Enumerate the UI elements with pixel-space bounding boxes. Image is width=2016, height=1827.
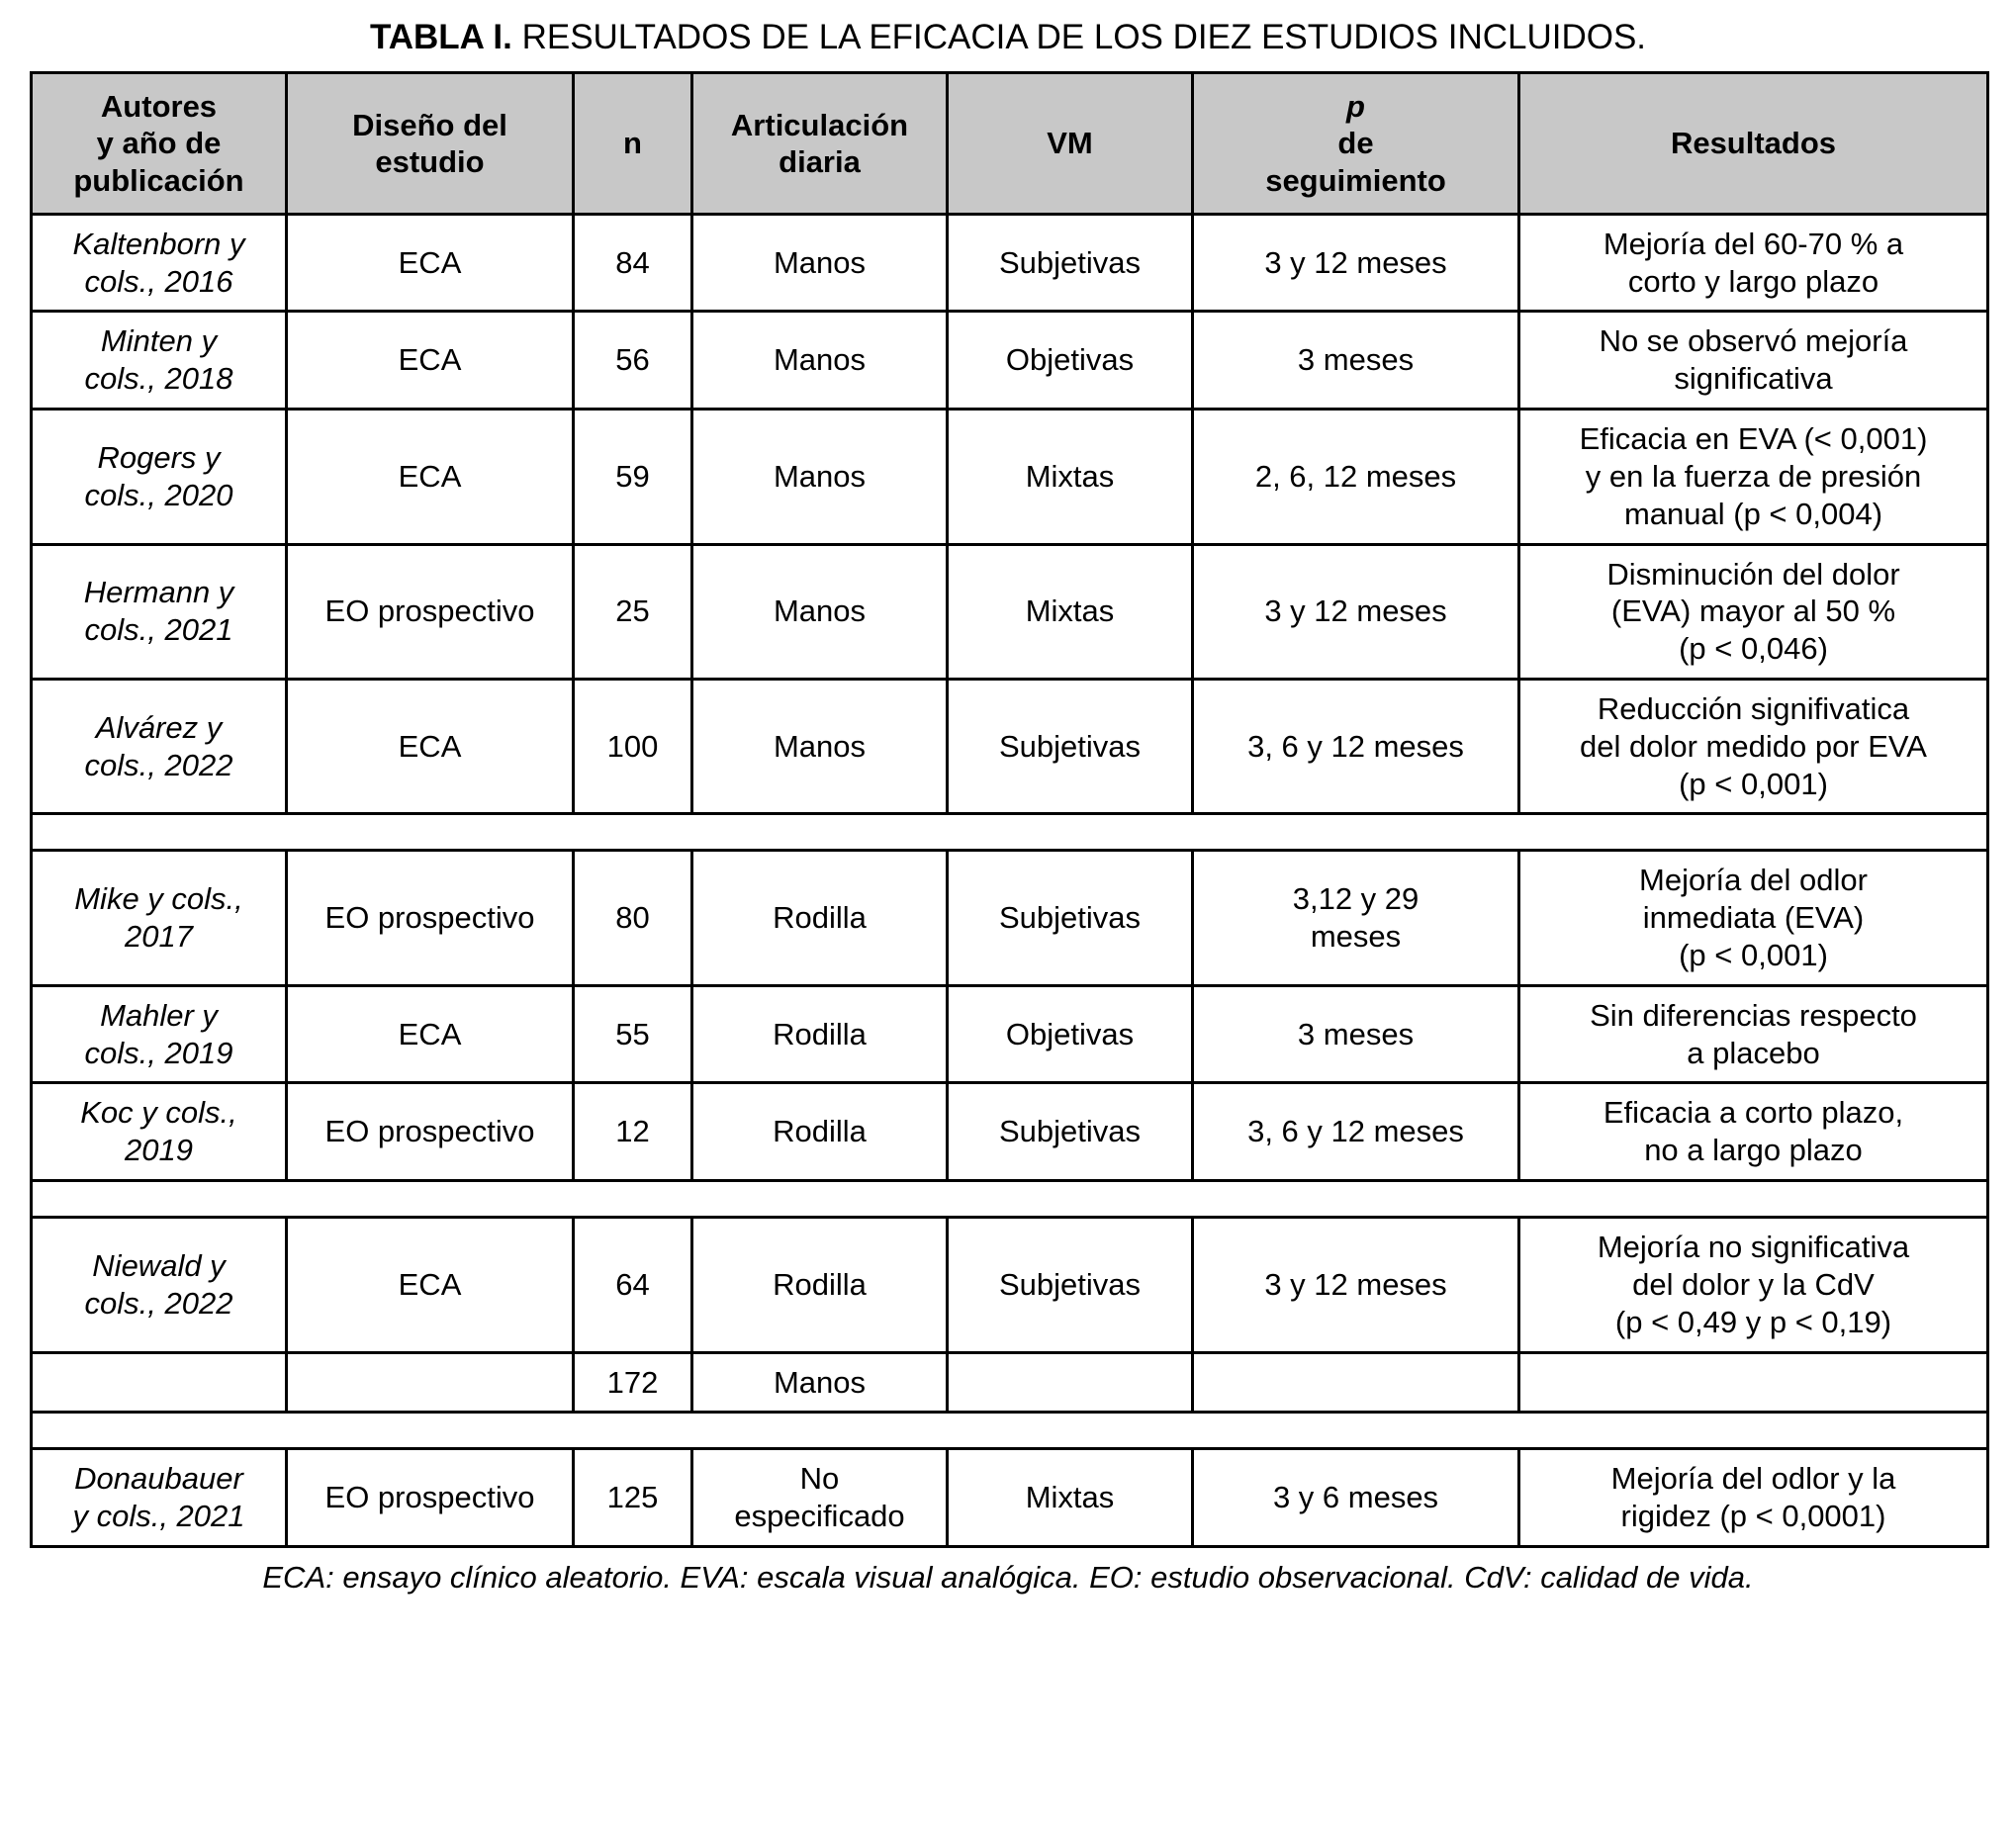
cell-line: especificado	[734, 1499, 905, 1534]
cell-n: 80	[574, 851, 692, 985]
efficacy-results-table	[30, 71, 1989, 1548]
cell-authors	[32, 214, 287, 312]
table-header	[32, 73, 1988, 215]
cell-authors	[32, 985, 287, 1083]
cell-vm: Subjetivas	[948, 1083, 1193, 1181]
cell-line: Disminución del dolor	[1606, 556, 1900, 592]
column-header-vm: VM	[948, 73, 1193, 215]
cell-vm: Subjetivas	[948, 679, 1193, 813]
table-header-row	[32, 73, 1988, 215]
cell-vm: Subjetivas	[948, 214, 1193, 312]
cell-design: ECA	[287, 410, 574, 544]
cell-authors	[32, 851, 287, 985]
cell-design: ECA	[287, 1218, 574, 1352]
table-row	[32, 851, 1988, 985]
table-row	[32, 985, 1988, 1083]
header-line: diaria	[779, 144, 861, 180]
spacer-cell	[32, 1413, 1988, 1449]
cell-design: ECA	[287, 985, 574, 1083]
cell-followup: 3 y 6 meses	[1193, 1449, 1519, 1547]
table-row	[32, 1218, 1988, 1352]
cell-followup: 3 y 12 meses	[1193, 544, 1519, 679]
cell-design: EO prospectivo	[287, 544, 574, 679]
column-header-study-design	[287, 73, 574, 215]
cell-line: Rogers y	[97, 439, 221, 475]
cell-authors	[32, 1218, 287, 1352]
cell-joint: Rodilla	[692, 851, 948, 985]
cell-results	[1519, 679, 1988, 813]
header-line: Diseño del	[352, 107, 507, 142]
cell-results	[1519, 1352, 1988, 1413]
cell-line: rigidez (p < 0,0001)	[1620, 1499, 1886, 1534]
table-row	[32, 410, 1988, 544]
cell-line: (EVA) mayor al 50 %	[1610, 594, 1896, 629]
spacer-cell	[32, 814, 1988, 851]
header-line: estudio	[375, 144, 485, 180]
header-line: seguimiento	[1265, 162, 1446, 198]
cell-followup: 2, 6, 12 meses	[1193, 410, 1519, 544]
cell-followup: 3 y 12 meses	[1193, 214, 1519, 312]
cell-design: ECA	[287, 312, 574, 410]
cell-line: cols., 2022	[84, 747, 233, 782]
cell-results	[1519, 214, 1988, 312]
cell-line: Mejoría del odlor y la	[1610, 1461, 1896, 1497]
cell-line: Koc y cols.,	[80, 1095, 237, 1131]
header-line-rest: de	[1337, 126, 1374, 161]
cell-line: Mejoría del odlor	[1639, 863, 1868, 898]
cell-joint: Rodilla	[692, 985, 948, 1083]
cell-line: Kaltenborn y	[72, 226, 245, 261]
cell-vm: Subjetivas	[948, 851, 1193, 985]
cell-line: Mejoría del 60-70 % a	[1603, 226, 1904, 261]
cell-line: corto y largo plazo	[1627, 263, 1879, 299]
cell-vm	[948, 1352, 1193, 1413]
cell-line: 3,12 y 29	[1292, 881, 1420, 917]
cell-line: y en la fuerza de presión	[1585, 458, 1922, 494]
cell-n: 125	[574, 1449, 692, 1547]
cell-line: (p < 0,001)	[1679, 766, 1828, 801]
cell-joint: Rodilla	[692, 1083, 948, 1181]
cell-design	[287, 1352, 574, 1413]
cell-line: no a largo plazo	[1644, 1133, 1863, 1168]
cell-results	[1519, 544, 1988, 679]
cell-line: del dolor medido por EVA	[1580, 728, 1927, 764]
cell-design: EO prospectivo	[287, 851, 574, 985]
cell-results	[1519, 851, 1988, 985]
table-spacer-row	[32, 1181, 1988, 1218]
table-row	[32, 1449, 1988, 1547]
cell-line: Niewald y	[92, 1247, 226, 1283]
column-header-joint	[692, 73, 948, 215]
cell-line: cols., 2019	[84, 1035, 233, 1070]
cell-authors	[32, 1449, 287, 1547]
table-row	[32, 214, 1988, 312]
cell-line: 2019	[125, 1133, 193, 1168]
cell-line: y cols., 2021	[72, 1499, 245, 1534]
cell-line: Mike y cols.,	[74, 881, 243, 917]
cell-line: Mahler y	[100, 997, 218, 1033]
cell-joint: Manos	[692, 679, 948, 813]
table-row	[32, 312, 1988, 410]
cell-results	[1519, 1218, 1988, 1352]
cell-vm: Objetivas	[948, 312, 1193, 410]
cell-joint: Manos	[692, 544, 948, 679]
cell-line: cols., 2018	[84, 361, 233, 397]
table-spacer-row	[32, 1413, 1988, 1449]
cell-line: manual (p < 0,004)	[1623, 496, 1883, 531]
header-line: y año de	[96, 126, 222, 161]
table-row	[32, 1352, 1988, 1413]
cell-n: 100	[574, 679, 692, 813]
column-header-authors	[32, 73, 287, 215]
cell-line: Eficacia a corto plazo,	[1603, 1095, 1904, 1131]
table-row	[32, 1083, 1988, 1181]
header-line: Articulación	[730, 107, 909, 142]
header-line: publicación	[73, 162, 244, 198]
cell-joint	[692, 1449, 948, 1547]
cell-followup	[1193, 851, 1519, 985]
cell-line: Donaubauer	[74, 1461, 243, 1497]
table-row	[32, 544, 1988, 679]
cell-joint: Manos	[692, 410, 948, 544]
cell-followup	[1193, 1352, 1519, 1413]
cell-results	[1519, 985, 1988, 1083]
cell-n: 172	[574, 1352, 692, 1413]
cell-line: inmediata (EVA)	[1642, 900, 1865, 936]
cell-authors	[32, 410, 287, 544]
cell-n: 12	[574, 1083, 692, 1181]
cell-line: No se observó mejoría	[1599, 323, 1908, 359]
cell-line: (p < 0,001)	[1679, 938, 1828, 972]
header-italic-p: p	[1346, 89, 1365, 125]
cell-design: ECA	[287, 679, 574, 813]
cell-line: cols., 2022	[84, 1285, 233, 1321]
cell-followup: 3 y 12 meses	[1193, 1218, 1519, 1352]
cell-line: cols., 2020	[84, 477, 233, 512]
column-header-followup	[1193, 73, 1519, 215]
cell-n: 25	[574, 544, 692, 679]
cell-line: Reducción signifivatica	[1597, 690, 1910, 726]
cell-authors	[32, 544, 287, 679]
cell-line: Alvárez y	[95, 709, 223, 745]
cell-line: del dolor y la CdV	[1632, 1266, 1875, 1302]
cell-authors	[32, 312, 287, 410]
cell-vm: Objetivas	[948, 985, 1193, 1083]
cell-design: EO prospectivo	[287, 1083, 574, 1181]
cell-followup: 3 meses	[1193, 312, 1519, 410]
header-line	[1202, 88, 1510, 161]
cell-joint: Manos	[692, 214, 948, 312]
cell-n: 59	[574, 410, 692, 544]
cell-design: ECA	[287, 214, 574, 312]
cell-line: Hermann y	[83, 575, 234, 610]
cell-joint: Manos	[692, 1352, 948, 1413]
header-line: Autores	[100, 89, 218, 125]
cell-line: No	[799, 1461, 840, 1497]
cell-n: 64	[574, 1218, 692, 1352]
cell-followup: 3, 6 y 12 meses	[1193, 1083, 1519, 1181]
cell-line: Minten y	[100, 323, 218, 359]
cell-joint: Manos	[692, 312, 948, 410]
cell-results	[1519, 410, 1988, 544]
column-header-results: Resultados	[1519, 73, 1988, 215]
table-caption-label: TABLA I.	[369, 18, 512, 56]
cell-joint: Rodilla	[692, 1218, 948, 1352]
cell-line: 2017	[125, 919, 193, 955]
cell-vm: Mixtas	[948, 1449, 1193, 1547]
table-row	[32, 679, 1988, 813]
cell-vm: Mixtas	[948, 410, 1193, 544]
cell-line: Sin diferencias respecto	[1590, 997, 1917, 1033]
cell-authors	[32, 1352, 287, 1413]
cell-line: significativa	[1674, 361, 1833, 397]
cell-design: EO prospectivo	[287, 1449, 574, 1547]
table-caption	[30, 10, 1986, 71]
cell-results	[1519, 1449, 1988, 1547]
cell-line: (p < 0,046)	[1679, 631, 1828, 667]
cell-line: cols., 2021	[84, 612, 233, 648]
table-footnote: ECA: ensayo clínico aleatorio. EVA: escala visual analógica. EO: estudio observacional. CdV: calidad de vida.	[262, 1559, 1754, 1595]
cell-line: Eficacia en EVA (< 0,001)	[1579, 421, 1928, 457]
table-body	[32, 214, 1988, 1546]
cell-results	[1519, 312, 1988, 410]
table-caption-text: RESULTADOS DE LA EFICACIA DE LOS DIEZ ESTUDIOS INCLUIDOS.	[511, 18, 1647, 56]
spacer-cell	[32, 1181, 1988, 1218]
cell-results	[1519, 1083, 1988, 1181]
cell-authors	[32, 679, 287, 813]
cell-followup: 3, 6 y 12 meses	[1193, 679, 1519, 813]
table-spacer-row	[32, 814, 1988, 851]
cell-line: (p < 0,49 y p < 0,19)	[1614, 1304, 1892, 1339]
cell-line: cols., 2016	[84, 263, 233, 299]
cell-followup: 3 meses	[1193, 985, 1519, 1083]
cell-authors	[32, 1083, 287, 1181]
cell-line: a placebo	[1687, 1035, 1820, 1070]
cell-n: 84	[574, 214, 692, 312]
cell-line: Mejoría no significativa	[1597, 1230, 1910, 1265]
cell-n: 56	[574, 312, 692, 410]
cell-vm: Subjetivas	[948, 1218, 1193, 1352]
cell-n: 55	[574, 985, 692, 1083]
column-header-n: n	[574, 73, 692, 215]
cell-line: meses	[1310, 919, 1402, 955]
cell-vm: Mixtas	[948, 544, 1193, 679]
